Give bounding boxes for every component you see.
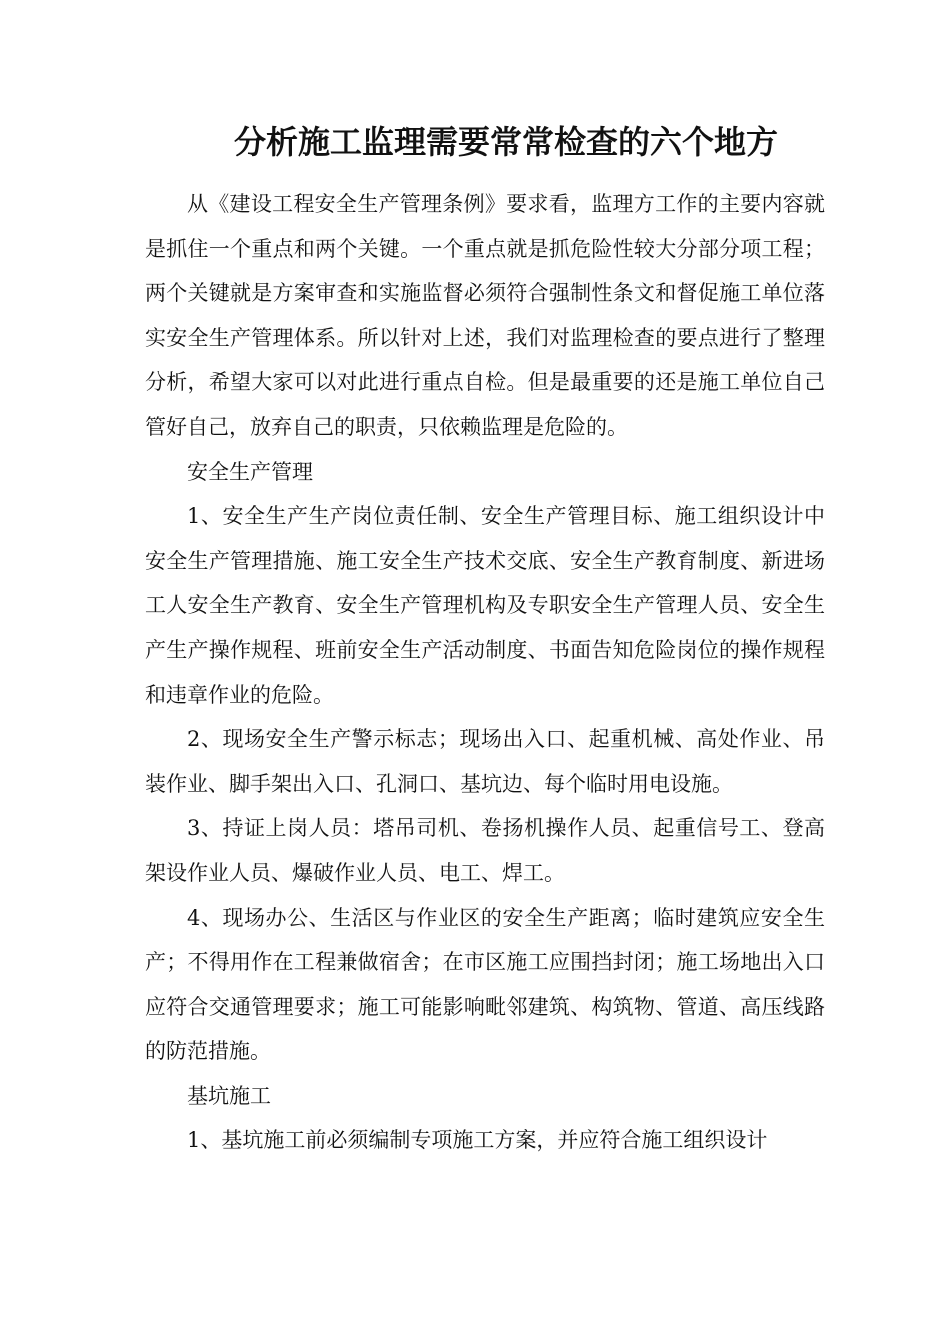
list-item: 3、持证上岗人员：塔吊司机、卷扬机操作人员、起重信号工、登高架设作业人员、爆破作业人员、电工、焊工。 (145, 816, 825, 885)
list-item: 4、现场办公、生活区与作业区的安全生产距离；临时建筑应安全生产；不得用作在工程兼做宿舍；在市区施工应围挡封闭；施工场地出入口应符合交通管理要求；施工可能影响毗邻建筑、构筑物、管道、高压线路的防范措施。 (145, 905, 825, 1064)
list-item: 1、基坑施工前必须编制专项施工方案，并应符合施工组织设计 (187, 1128, 768, 1153)
section-heading-foundation-pit: 基坑施工 (187, 1083, 271, 1108)
document-title: 分析施工监理需要常常检查的六个地方 (233, 123, 778, 161)
document-body (145, 182, 825, 1163)
intro-paragraph: 从《建设工程安全生产管理条例》要求看，监理方工作的主要内容就是抓住一个重点和两个关键。一个重点就是抓危险性较大分部分项工程；两个关键就是方案审查和实施监督必须符合强制性条文和督促施工单位落实安全生产管理体系。所以针对上述，我们对监理检查的要点进行了整理分析，希望大家可以对此进行重点自检。但是最重要的还是施工单位自己管好自己，放弃自己的职责，只依赖监理是危险的。 (145, 192, 825, 439)
list-item: 2、现场安全生产警示标志；现场出入口、起重机械、高处作业、吊装作业、脚手架出入口、孔洞口、基坑边、每个临时用电设施。 (145, 727, 825, 796)
list-item: 1、安全生产生产岗位责任制、安全生产管理目标、施工组织设计中安全生产管理措施、施工安全生产技术交底、安全生产教育制度、新进场工人安全生产教育、安全生产管理机构及专职安全生产管理人员、安全生产生产操作规程、班前安全生产活动制度、书面告知危险岗位的操作规程和违章作业的危险。 (145, 504, 825, 707)
section-heading-safety-management: 安全生产管理 (187, 459, 313, 484)
